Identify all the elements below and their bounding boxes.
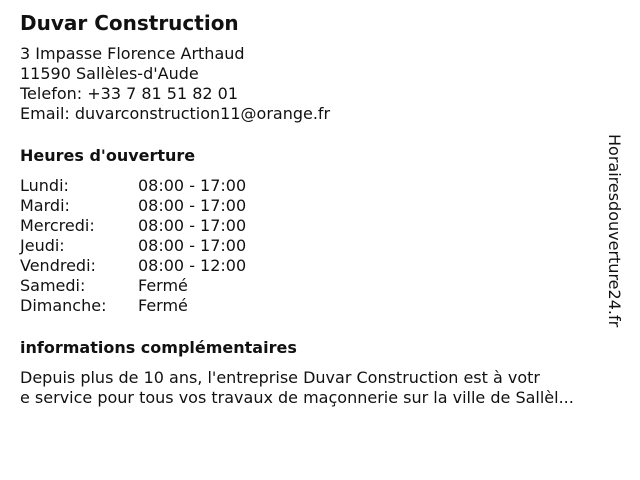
hours-time: 08:00 - 17:00	[138, 196, 247, 215]
opening-hours-heading: Heures d'ouverture	[20, 146, 196, 165]
description-line-1: Depuis plus de 10 ans, l'entreprise Duvar Construction est à votr	[20, 368, 540, 387]
business-name: Duvar Construction	[20, 11, 239, 35]
opening-hours-list	[20, 176, 610, 316]
hours-row-tuesday	[20, 196, 610, 216]
hours-row-monday	[20, 176, 610, 196]
hours-time: 08:00 - 17:00	[138, 176, 247, 195]
hours-row-thursday	[20, 236, 610, 256]
email-line: Email: duvarconstruction11@orange.fr	[20, 104, 331, 123]
hours-time: Fermé	[138, 296, 188, 315]
hours-time: 08:00 - 17:00	[138, 216, 247, 235]
phone-line: Telefon: +33 7 81 51 82 01	[20, 84, 239, 103]
hours-day: Samedi:	[20, 276, 86, 295]
hours-time: Fermé	[138, 276, 188, 295]
address-line-2: 11590 Sallèles-d'Aude	[20, 64, 199, 83]
hours-row-wednesday	[20, 216, 610, 236]
hours-day: Mardi:	[20, 196, 70, 215]
site-watermark: Horairesdouverture24.fr	[605, 134, 624, 328]
hours-row-friday	[20, 256, 610, 276]
hours-day: Mercredi:	[20, 216, 95, 235]
hours-row-saturday	[20, 276, 610, 296]
hours-day: Lundi:	[20, 176, 69, 195]
hours-time: 08:00 - 12:00	[138, 256, 247, 275]
hours-row-sunday	[20, 296, 610, 316]
hours-day: Dimanche:	[20, 296, 107, 315]
hours-day: Vendredi:	[20, 256, 96, 275]
business-card	[20, 10, 610, 408]
address-line-1: 3 Impasse Florence Arthaud	[20, 44, 245, 63]
hours-day: Jeudi:	[20, 236, 65, 255]
description-line-2: e service pour tous vos travaux de maçonnerie sur la ville de Sallèl...	[20, 388, 574, 407]
business-description	[20, 368, 620, 408]
additional-info-heading: informations complémentaires	[20, 338, 297, 357]
hours-time: 08:00 - 17:00	[138, 236, 247, 255]
